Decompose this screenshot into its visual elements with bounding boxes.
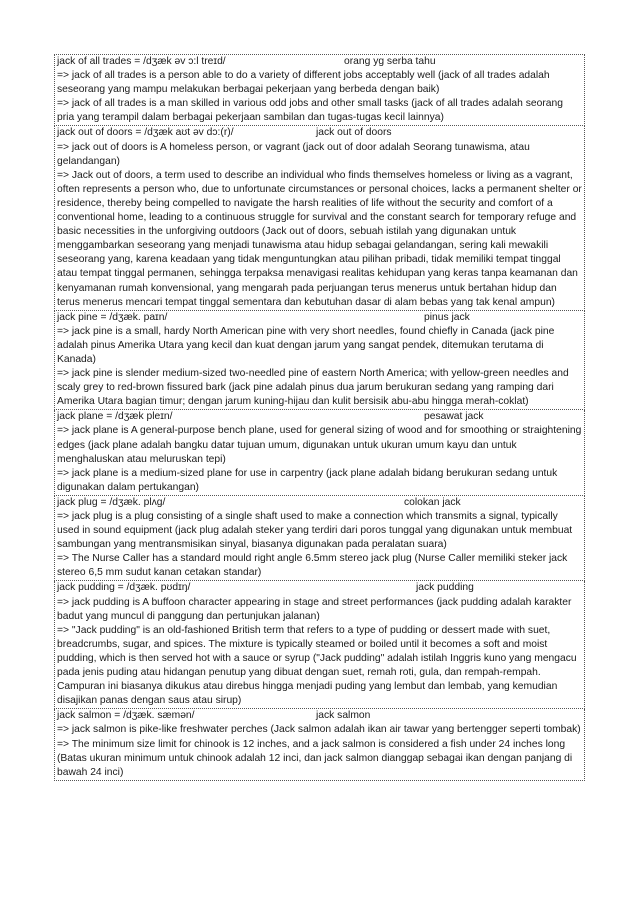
entry-meaning: jack salmon	[316, 710, 371, 722]
entry-meaning: jack pudding	[416, 582, 474, 594]
entry-definition: => Jack out of doors, a term used to describe an individual who finds themselves homeless or living as a vagrant, often represents a person who, due to unfortunate circumstances or personal choices, lacks a permanent shelter or residence, thereby being compelled to navigate the harsh realities of life without the security and comfort of a conventional home, leading to a continuous struggle for survival and the constant search for temporary refuge and basic necessities in the unforgiving outdoors (Jack out of doors, sebuah istilah yang digunakan untuk menggambarkan seseorang yang menjadi tunawisma atau hidup sebagai gelandangan, sering kali mewakili seseorang yang, karena keadaan yang tidak menguntungkan atau pilihan pribadi, tidak memiliki tempat tinggal atau tempat tinggal permanen, sehingga terpaksa menavigasi realitas kehidupan yang keras tanpa keamanan dan kenyamanan rumah konvensional, yang mengarah pada perjuangan terus menerus untuk bertahan hidup dan terus menerus mencari tempat tinggal sementara dan kebutuhan dasar di alam bebas yang tak kenal ampun)	[57, 169, 582, 308]
entry-definition: => jack pudding is A buffoon character appearing in stage and street performances (jack pudding adalah karakter badut yang muncul di panggung dan pertunjukan jalanan)	[57, 596, 572, 622]
entry-definition: => The minimum size limit for chinook is 12 inches, and a jack salmon is considered a fish under 24 inches long (Batas ukuran minimum untuk chinook adalah 12 inci, dan jack salmon dianggap sebagai ikan dengan panjang di bawah 24 inci)	[57, 738, 573, 778]
entry-definition: => "Jack pudding" is an old-fashioned British term that refers to a type of pudding or dessert made with suet, breadcrumbs, sugar, and spices. The mixture is typically steamed or boiled until it becomes a soft and moist pudding, which is then served hot with a sauce or syrup ("Jack pudding" adalah istilah Inggris kuno yang mengacu pada jenis puding atau hidangan penutup yang dibuat dengan suet, remah roti, gula, dan rempah-rempah. Campuran ini biasanya dikukus atau direbus hingga menjadi puding yang lembut dan lembab, yang kemudian disajikan panas dengan saus atau sirup)	[57, 624, 577, 707]
entry-meaning: pesawat jack	[424, 411, 484, 423]
entry-meaning: jack out of doors	[316, 127, 392, 139]
entry-definition: => jack of all trades is a man skilled in various odd jobs and other small tasks (jack of all trades adalah seorang pria yang terampil dalam berbagai pekerjaan sambilan dan tugas-tugas kecil lainnya)	[57, 98, 563, 124]
dictionary-entry	[54, 54, 585, 126]
dictionary-entry	[54, 311, 585, 411]
entry-definition: => jack of all trades is a person able to do a variety of different jobs acceptably well (jack of all trades adalah seseorang yang mampu melakukan berbagai pekerjaan yang berbeda dengan baik)	[57, 70, 550, 96]
entry-header	[57, 311, 582, 325]
entry-definition: => The Nurse Caller has a standard mould right angle 6.5mm stereo jack plug (Nurse Caller memiliki steker jack stereo 6,5 mm sudut kanan cetakan standar)	[57, 553, 568, 579]
entry-definition: => jack plug is a plug consisting of a single shaft used to make a connection which transmits a signal, typically used in sound equipment (jack plug adalah steker yang terdiri dari poros tunggal yang digunakan untuk membuat sambungan yang mentransmisikan sinyal, biasanya digunakan pada peralatan suara)	[57, 511, 573, 551]
entry-definition: => jack pine is slender medium-sized two-needled pine of eastern North America; with yellow-green needles and scaly grey to red-brown fissured bark (jack pine adalah pinus dua jarum berukuran sedang yang ramping dari Amerika Utara bagian timur; dengan jarum kuning-hijau dan kulit bersisik abu-abu hingga merah-coklat)	[57, 368, 569, 408]
entry-meaning: colokan jack	[404, 496, 461, 508]
entry-header	[57, 55, 582, 69]
entry-header	[57, 496, 582, 510]
entry-term: jack out of doors = /dʒæk aʊt əv dɔ:(r)/	[57, 127, 234, 139]
dictionary-entry	[54, 126, 585, 310]
entry-term: jack salmon = /dʒæk. sæmən/	[57, 710, 195, 722]
entry-header	[57, 410, 582, 424]
dictionary-entry	[54, 410, 585, 496]
entry-term: jack pine = /dʒæk. paɪn/	[57, 311, 168, 323]
entry-header	[57, 581, 582, 595]
entry-definition: => jack out of doors is A homeless person, or vagrant (jack out of door adalah Seorang tunawisma, atau gelandangan)	[57, 141, 530, 167]
entry-term: jack plane = /dʒæk pleɪn/	[57, 411, 173, 423]
entry-definition: => jack plane is a medium-sized plane for use in carpentry (jack plane adalah bidang berukuran sedang untuk digunakan dalam pertukangan)	[57, 467, 558, 493]
entry-meaning: pinus jack	[424, 311, 470, 323]
dictionary-entry	[54, 709, 585, 780]
entry-definition: => jack plane is A general-purpose bench plane, used for general sizing of wood and for smoothing or straightening edges (jack plane adalah bangku datar tujuan umum, digunakan untuk ukuran umum kayu dan untuk menghaluskan atau meluruskan tepi)	[57, 425, 582, 465]
entry-term: jack plug = /dʒæk. plʌg/	[57, 496, 166, 508]
dictionary-page	[54, 54, 585, 781]
entry-meaning: orang yg serba tahu	[344, 56, 436, 67]
dictionary-entry	[54, 496, 585, 582]
entry-header	[57, 126, 582, 140]
entry-term: jack of all trades = /dʒæk əv ɔ:l treɪd/	[57, 56, 226, 67]
entry-term: jack pudding = /dʒæk. pʊdɪŋ/	[57, 582, 191, 594]
entry-definition: => jack pine is a small, hardy North American pine with very short needles, found chiefly in Canada (jack pine adalah pinus Amerika Utara yang kecil dan kuat dengan jarum yang sangat pendek, ditemukan terutama di Kanada)	[57, 325, 555, 365]
entry-definition: => jack salmon is pike-like freshwater perches (Jack salmon adalah ikan air tawar yang bertengger seperti tombak)	[57, 724, 581, 736]
entry-header	[57, 709, 582, 723]
dictionary-entry	[54, 581, 585, 709]
